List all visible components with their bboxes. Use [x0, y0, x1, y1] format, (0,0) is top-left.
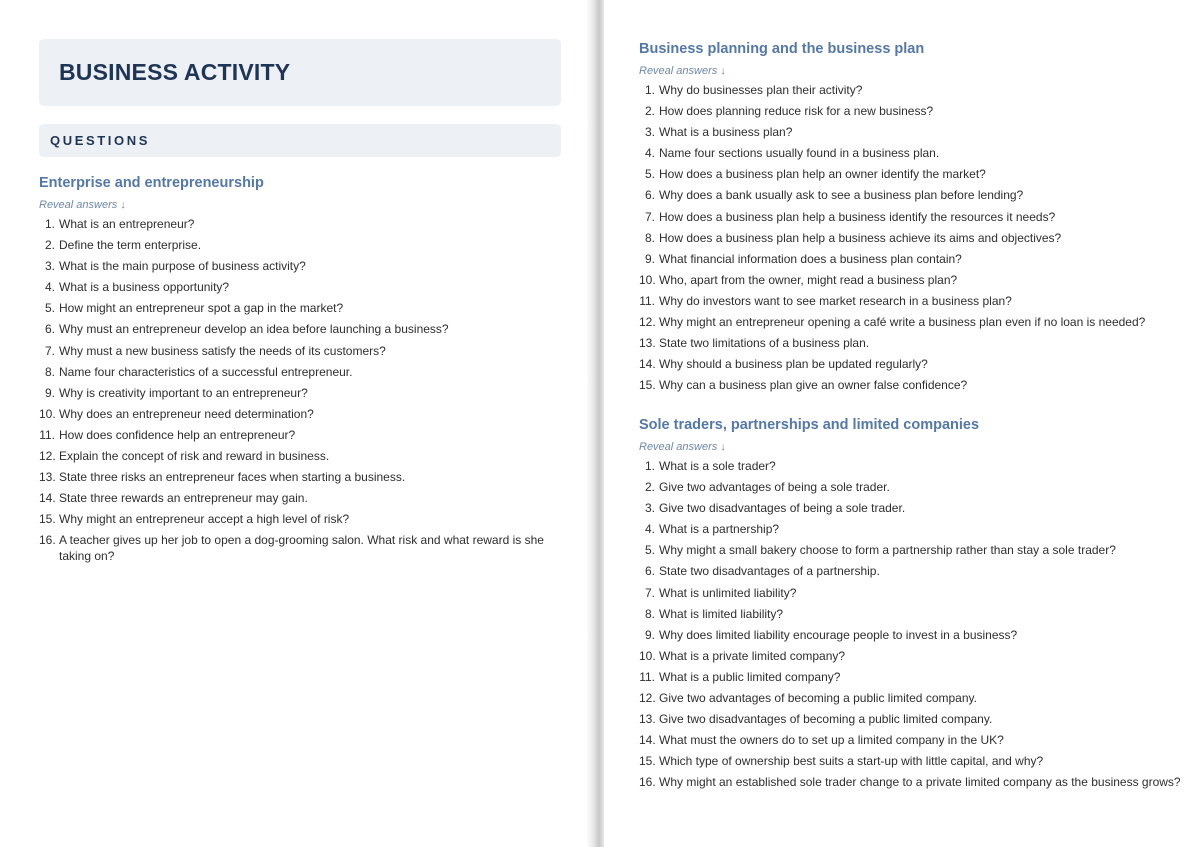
left-page	[0, 0, 592, 847]
question-number: 15.	[639, 378, 656, 393]
question-number: 7.	[644, 209, 655, 224]
question-item	[639, 711, 1199, 732]
question-number: 12.	[639, 691, 656, 706]
question-item	[39, 258, 561, 279]
question-number: 1.	[644, 459, 655, 473]
question-item	[39, 469, 561, 490]
question-number: 6.	[44, 322, 55, 337]
question-item	[639, 648, 1199, 669]
question-text: What is a partnership?	[659, 522, 780, 537]
section-ownership	[639, 414, 1199, 796]
question-item	[639, 479, 1199, 500]
question-number: 4.	[644, 146, 655, 161]
question-text: Why might an established sole trader change to a private limited company as the business grows?	[659, 775, 1181, 790]
question-text: Define the term enterprise.	[59, 238, 202, 253]
question-number: 13.	[639, 336, 656, 351]
question-item	[639, 124, 1179, 145]
question-text: Why does a bank usually ask to see a business plan before lending?	[659, 188, 1024, 203]
question-text: Why should a business plan be updated regularly?	[659, 357, 928, 372]
question-number: 4.	[44, 280, 55, 295]
question-text: What financial information does a business plan contain?	[659, 251, 962, 266]
question-text: State two limitations of a business plan.	[659, 336, 870, 351]
question-text: How does confidence help an entrepreneur?	[59, 427, 296, 442]
question-text: Why might a small bakery choose to form a partnership rather than stay a sole trader?	[659, 543, 1116, 558]
question-item	[639, 690, 1199, 711]
section-enterprise	[39, 172, 561, 564]
question-item	[639, 500, 1199, 521]
question-item	[639, 458, 1199, 479]
question-item	[639, 335, 1179, 356]
question-text: How does a business plan help an owner identify the market?	[659, 167, 986, 182]
questions-banner	[39, 124, 561, 157]
question-number: 3.	[644, 501, 655, 516]
question-item	[39, 321, 561, 342]
question-item	[39, 279, 561, 300]
question-text: Give two advantages of being a sole trader.	[659, 480, 890, 495]
question-item	[39, 300, 561, 321]
question-item	[639, 542, 1199, 563]
question-item	[639, 377, 1179, 398]
question-text: A teacher gives up her job to open a dog-grooming salon. What risk and what reward is she taking on?	[59, 533, 544, 564]
question-text: What is an entrepreneur?	[59, 217, 195, 231]
question-item	[639, 145, 1179, 166]
question-item	[639, 166, 1179, 187]
question-item	[639, 774, 1199, 795]
question-number: 6.	[644, 564, 655, 579]
question-item	[639, 585, 1199, 606]
question-text: What is unlimited liability?	[659, 585, 797, 600]
question-item	[39, 364, 561, 385]
right-page	[604, 0, 1200, 847]
title-banner	[39, 39, 561, 106]
question-text: Why do businesses plan their activity?	[659, 83, 863, 97]
question-item	[639, 272, 1179, 293]
section-title: Business planning and the business plan	[639, 41, 925, 57]
question-item	[39, 216, 561, 237]
question-text: Why is creativity important to an entrepreneur?	[59, 385, 308, 400]
question-number: 7.	[644, 585, 655, 600]
question-text: Who, apart from the owner, might read a business plan?	[659, 272, 958, 287]
question-item	[39, 427, 561, 448]
question-number: 14.	[39, 491, 56, 506]
question-number: 5.	[644, 167, 655, 182]
question-number: 6.	[644, 188, 655, 203]
question-item	[39, 406, 561, 427]
question-item	[639, 209, 1179, 230]
question-number: 8.	[644, 606, 655, 621]
question-text: What is a business opportunity?	[59, 280, 230, 295]
question-item	[39, 448, 561, 469]
question-text: What is a public limited company?	[659, 669, 841, 684]
question-item	[639, 103, 1179, 124]
question-text: State two disadvantages of a partnership.	[659, 564, 880, 579]
question-text: Give two advantages of becoming a public limited company.	[659, 691, 977, 706]
question-text: State three risks an entrepreneur faces when starting a business.	[59, 470, 406, 485]
question-item	[39, 511, 561, 532]
question-item	[639, 732, 1199, 753]
question-text: How does a business plan help a business identify the resources it needs?	[659, 209, 1056, 224]
reveal-answers-link[interactable]: Reveal answers ↓	[639, 441, 726, 453]
question-number: 5.	[644, 543, 655, 558]
question-text: What is a sole trader?	[659, 459, 776, 473]
question-number: 15.	[39, 512, 56, 527]
question-item	[639, 753, 1199, 774]
question-text: What is a private limited company?	[659, 648, 846, 663]
question-text: What is a business plan?	[659, 125, 793, 140]
question-item	[639, 230, 1179, 251]
question-text: Why does limited liability encourage people to invest in a business?	[659, 627, 1018, 642]
question-number: 3.	[44, 259, 55, 274]
question-number: 4.	[644, 522, 655, 537]
question-number: 8.	[644, 230, 655, 245]
reveal-answers-link[interactable]: Reveal answers ↓	[39, 199, 126, 211]
question-text: Why might an entrepreneur accept a high level of risk?	[59, 512, 350, 527]
question-text: How does planning reduce risk for a new business?	[659, 104, 934, 119]
section-title: Sole traders, partnerships and limited companies	[639, 417, 980, 433]
question-item	[639, 293, 1179, 314]
question-number: 8.	[44, 364, 55, 379]
question-item	[639, 669, 1199, 690]
question-item	[39, 490, 561, 511]
question-list	[639, 458, 1199, 796]
reveal-answers-link[interactable]: Reveal answers ↓	[639, 65, 726, 77]
question-number: 12.	[39, 449, 56, 464]
question-number: 1.	[44, 217, 55, 231]
question-number: 11.	[639, 293, 655, 308]
question-item	[639, 521, 1199, 542]
section-title: Enterprise and entrepreneurship	[39, 175, 264, 191]
question-item	[39, 532, 561, 564]
question-number: 10.	[639, 272, 656, 287]
question-item	[639, 563, 1199, 584]
question-text: What must the owners do to set up a limited company in the UK?	[659, 733, 1004, 748]
question-number: 1.	[644, 83, 655, 97]
question-text: State three rewards an entrepreneur may gain.	[59, 491, 308, 506]
question-text: Why does an entrepreneur need determination?	[59, 406, 314, 421]
question-text: Give two disadvantages of being a sole trader.	[659, 501, 906, 516]
section-business-planning	[639, 38, 1179, 398]
question-item	[39, 385, 561, 406]
document-title: BUSINESS ACTIVITY	[59, 59, 291, 85]
question-item	[639, 356, 1179, 377]
question-text: Explain the concept of risk and reward in business.	[59, 449, 330, 464]
question-list	[639, 82, 1179, 398]
question-number: 14.	[639, 357, 656, 372]
question-number: 9.	[644, 251, 655, 266]
question-number: 9.	[644, 627, 655, 642]
question-list	[39, 216, 561, 564]
question-number: 10.	[39, 406, 56, 421]
question-number: 2.	[44, 238, 55, 253]
question-item	[639, 314, 1179, 335]
question-number: 12.	[639, 315, 656, 330]
question-text: Why must a new business satisfy the needs of its customers?	[59, 343, 386, 358]
question-number: 9.	[44, 385, 55, 400]
question-number: 13.	[39, 470, 56, 485]
question-number: 2.	[644, 480, 655, 495]
question-text: Which type of ownership best suits a start-up with little capital, and why?	[659, 754, 1044, 769]
question-text: Name four characteristics of a successful entrepreneur.	[59, 364, 353, 379]
question-number: 2.	[644, 104, 655, 119]
question-number: 11.	[639, 669, 655, 684]
question-item	[639, 251, 1179, 272]
question-item	[639, 627, 1199, 648]
question-text: What is the main purpose of business activity?	[59, 259, 306, 274]
question-text: What is limited liability?	[659, 606, 784, 621]
question-text: Name four sections usually found in a business plan.	[659, 146, 940, 161]
question-text: Give two disadvantages of becoming a public limited company.	[659, 712, 993, 727]
question-text: How does a business plan help a business achieve its aims and objectives?	[659, 230, 1062, 245]
question-item	[639, 82, 1179, 103]
question-text: How might an entrepreneur spot a gap in the market?	[59, 301, 344, 316]
question-number: 10.	[639, 648, 656, 663]
question-number: 3.	[644, 125, 655, 140]
question-number: 5.	[44, 301, 55, 316]
question-number: 7.	[44, 343, 55, 358]
question-number: 15.	[639, 754, 656, 769]
questions-label: QUESTIONS	[50, 133, 150, 148]
question-number: 16.	[639, 775, 656, 790]
question-number: 13.	[639, 712, 656, 727]
question-text: Why must an entrepreneur develop an idea before launching a business?	[59, 322, 449, 337]
question-number: 16.	[39, 533, 56, 548]
question-number: 11.	[39, 427, 55, 442]
question-item	[639, 606, 1199, 627]
question-text: Why do investors want to see market research in a business plan?	[659, 293, 1012, 308]
question-text: Why can a business plan give an owner false confidence?	[659, 378, 968, 393]
question-item	[639, 187, 1179, 208]
question-text: Why might an entrepreneur opening a café write a business plan even if no loan is needed?	[659, 315, 1146, 330]
question-item	[39, 343, 561, 364]
question-item	[39, 237, 561, 258]
question-number: 14.	[639, 733, 656, 748]
